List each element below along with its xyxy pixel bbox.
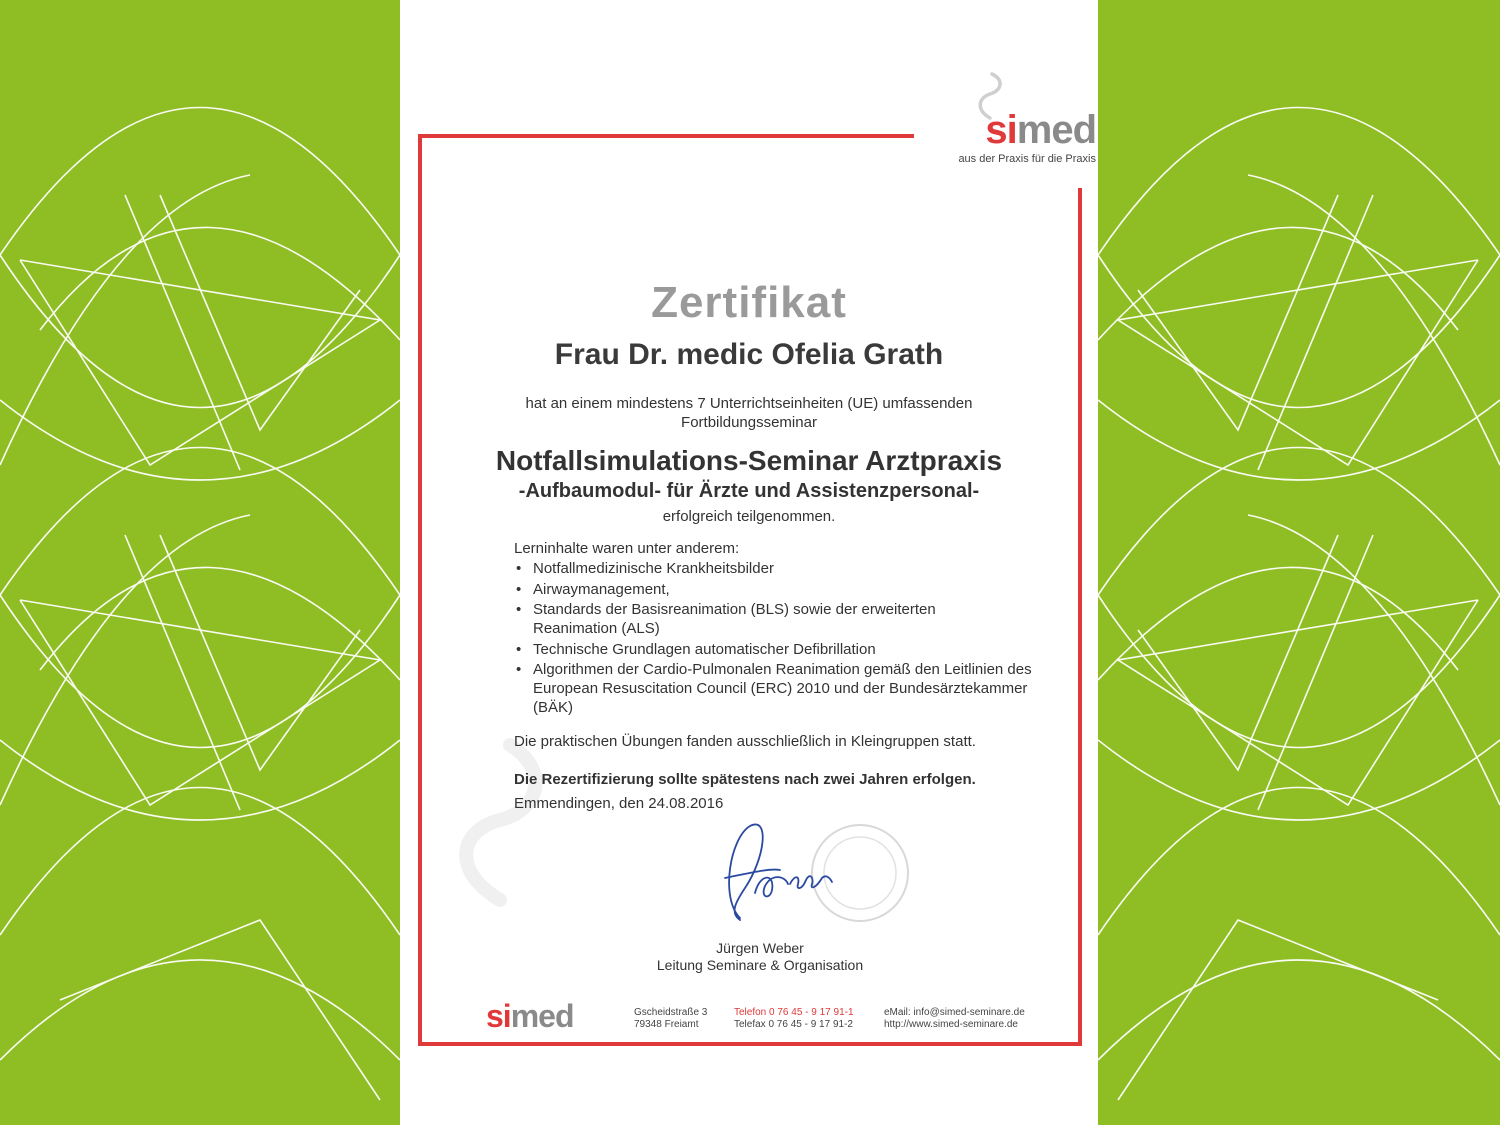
signer-name: Jürgen Weber bbox=[716, 940, 804, 956]
footer-logo-wordmark bbox=[486, 1000, 573, 1032]
right-ornament-pattern bbox=[1098, 0, 1500, 1125]
footer-web[interactable]: http://www.simed-seminare.de bbox=[884, 1019, 1018, 1030]
intro-line-2: Fortbildungsseminar bbox=[681, 414, 817, 431]
certificate-paper bbox=[400, 0, 1098, 1125]
practice-note: Die praktischen Übungen fanden ausschließlich in Kleingruppen statt. bbox=[514, 733, 976, 750]
footer-phone-block bbox=[734, 1007, 854, 1031]
footer-logo-med: med bbox=[510, 998, 574, 1034]
footer-fax: Telefax 0 76 45 - 9 17 91-2 bbox=[734, 1019, 853, 1030]
place-date: Emmendingen, den 24.08.2016 bbox=[514, 795, 724, 812]
learning-heading: Lerninhalte waren unter anderem: bbox=[514, 540, 740, 557]
footer-contact-block bbox=[884, 1007, 1025, 1031]
recertification-note: Die Rezertifizierung sollte spätestens nach zwei Jahren erfolgen. bbox=[514, 771, 976, 788]
logo-med: med bbox=[1016, 108, 1096, 152]
logo-tagline: aus der Praxis für die Praxis bbox=[958, 153, 1096, 165]
certificate-title: Zertifikat bbox=[651, 278, 847, 327]
success-text: erfolgreich teilgenommen. bbox=[662, 508, 836, 525]
left-ornament-pattern bbox=[0, 0, 400, 1125]
intro-text bbox=[420, 394, 1078, 432]
footer-logo-si: si bbox=[486, 998, 511, 1034]
list-item: • Algorithmen der Cardio-Pulmonalen Reanimation gemäß den Leitlinien des European Resuscitation Council (ERC) 2010 und der Bundesärztekammer (BÄK) bbox=[514, 660, 1048, 717]
frame-bottom-line bbox=[418, 1042, 1082, 1046]
watermark-swirl-icon bbox=[440, 730, 560, 910]
right-decorative-panel bbox=[1098, 0, 1498, 1125]
frame-right-line bbox=[1078, 188, 1082, 1046]
list-item: • Notfallmedizinische Krankheitsbilder bbox=[514, 559, 1054, 578]
frame-left-line bbox=[418, 134, 422, 1046]
list-item: • Technische Grundlagen automatischer Defibrillation bbox=[514, 640, 1054, 659]
left-decorative-panel bbox=[0, 0, 400, 1125]
logo-si: si bbox=[985, 108, 1017, 152]
seminar-title: Notfallsimulations-Seminar Arztpraxis bbox=[495, 445, 1003, 476]
simed-logo-top bbox=[920, 110, 1096, 165]
footer-phone: Telefon 0 76 45 - 9 17 91-1 bbox=[734, 1007, 854, 1018]
simed-logo-footer bbox=[486, 1000, 573, 1032]
footer-city: 79348 Freiamt bbox=[634, 1019, 699, 1030]
footer-address bbox=[634, 1007, 707, 1031]
intro-line-1: hat an einem mindestens 7 Unterrichtseinheiten (UE) umfassenden bbox=[525, 395, 973, 412]
logo-wordmark bbox=[920, 110, 1096, 150]
list-item: • Standards der Basisreanimation (BLS) sowie der erweiterten Reanimation (ALS) bbox=[514, 600, 1003, 638]
signer-block bbox=[600, 940, 920, 974]
frame-top-line bbox=[418, 134, 914, 138]
footer-email[interactable]: eMail: info@simed-seminare.de bbox=[884, 1007, 1025, 1018]
list-item: • Airwaymanagement, bbox=[514, 580, 1054, 599]
signer-role: Leitung Seminare & Organisation bbox=[656, 957, 864, 973]
footer-street: Gscheidstraße 3 bbox=[634, 1007, 708, 1018]
signature-icon bbox=[710, 818, 850, 938]
seminar-subtitle: -Aufbaumodul- für Ärzte und Assistenzpersonal- bbox=[518, 480, 980, 502]
learning-list bbox=[514, 559, 1054, 719]
recipient-name: Frau Dr. medic Ofelia Grath bbox=[554, 338, 944, 371]
